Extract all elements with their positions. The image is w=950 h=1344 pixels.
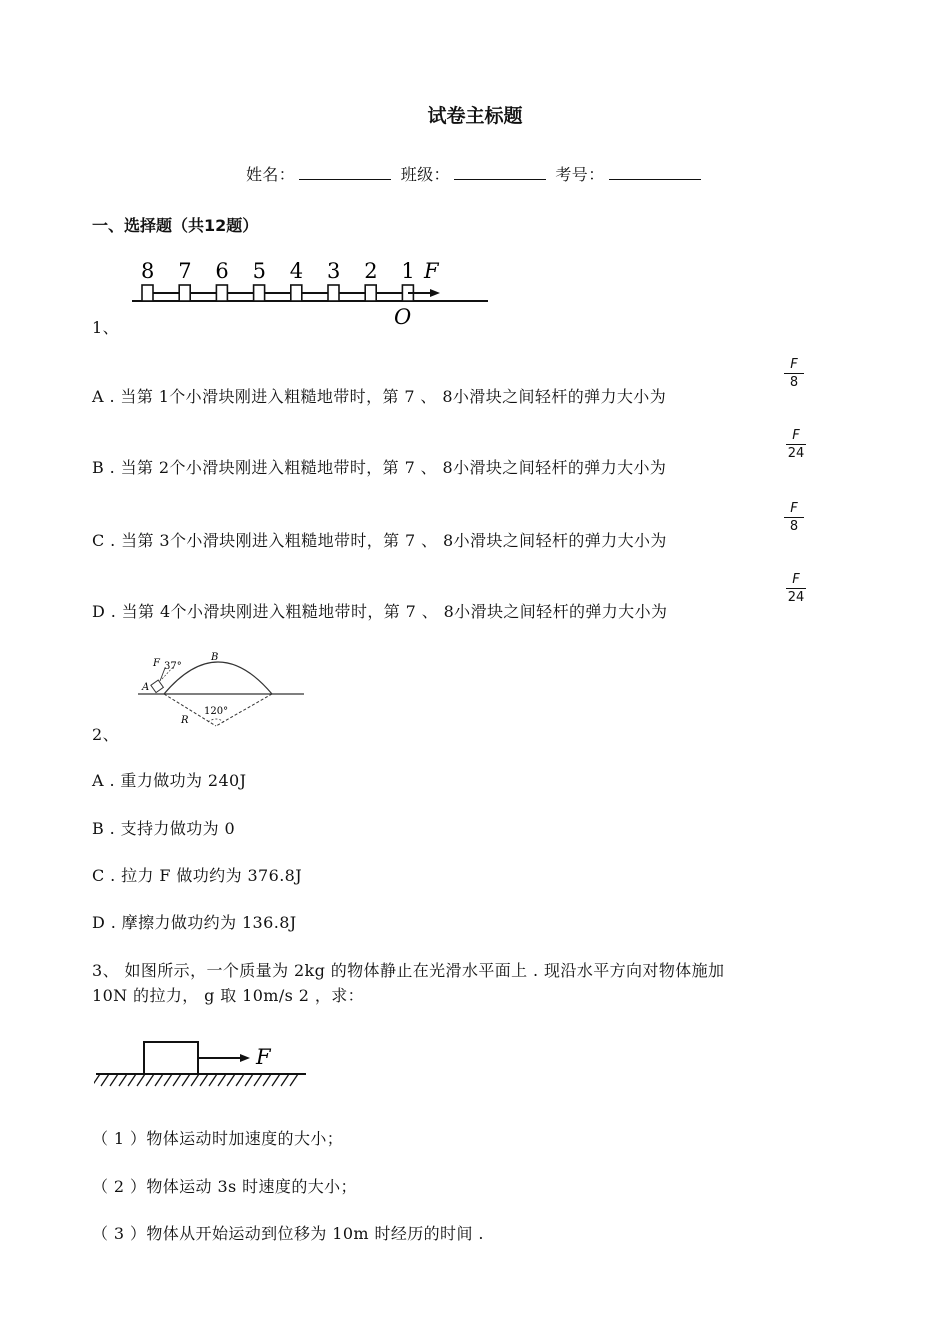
class-label: 班级： — [400, 165, 450, 184]
q2-block — [151, 680, 164, 693]
fraction-numerator: F — [790, 501, 798, 516]
q3-hatch-line — [155, 1074, 163, 1086]
q1-block-label: 5 — [252, 259, 266, 283]
q1-block-label: 7 — [178, 259, 192, 283]
q3-figure — [94, 1038, 310, 1090]
q1-block-label: 2 — [364, 259, 378, 283]
q3-hatch-line — [209, 1074, 217, 1086]
q3-hatch-line — [110, 1074, 118, 1086]
fraction-numerator: F — [792, 428, 800, 443]
q3-hatch-line — [137, 1074, 145, 1086]
q1-option-d-text: D . 当第 4个小滑块刚进入粗糙地带时，第 7 、 8小滑块之间轻杆的弹力大小为 — [92, 602, 668, 621]
fraction-numerator: F — [792, 572, 800, 587]
q3-hatch-line — [236, 1074, 244, 1086]
q2-label-a: A — [142, 682, 150, 693]
q2-figure — [138, 650, 308, 732]
q3-subquestion-3: （ 3 ）物体从开始运动到位移为 10m 时经历的时间 . — [92, 1224, 484, 1243]
name-blank[interactable] — [299, 163, 391, 180]
q3-hatch-line — [146, 1074, 154, 1086]
q3-ground-hatch — [94, 1074, 298, 1086]
q3-hatch-line — [263, 1074, 271, 1086]
q3-hatch-line — [173, 1074, 181, 1086]
name-label: 姓名： — [246, 165, 296, 184]
q2-option-d[interactable]: D . 摩擦力做功约为 136.8J — [92, 913, 297, 932]
q3-stem-line2: 10N 的拉力， g 取 10m/s 2 ，求： — [92, 986, 365, 1005]
fraction-denominator: 24 — [787, 446, 805, 461]
q1-block-label: 1 — [401, 259, 415, 283]
q3-hatch-line — [254, 1074, 262, 1086]
q2-label-center-angle: 120° — [204, 706, 229, 717]
q1-figure — [130, 256, 492, 330]
q1-slider-block — [216, 285, 227, 301]
fraction-denominator: 8 — [789, 519, 799, 534]
q1-block-label: 4 — [289, 259, 304, 283]
q1-option-b-fraction — [785, 428, 807, 461]
q3-stem-line1: 3、 如图所示，一个质量为 2kg 的物体静止在光滑水平面上 . 现沿水平方向对物体施加 — [92, 961, 725, 980]
q1-origin-label: O — [394, 305, 412, 329]
q2-number: 2、 — [92, 725, 119, 744]
q1-block-label: 6 — [215, 259, 229, 283]
fraction-denominator: 8 — [789, 375, 799, 390]
fraction-numerator: F — [790, 357, 798, 372]
q1-number: 1、 — [92, 318, 119, 337]
q3-hatch-line — [182, 1074, 190, 1086]
q3-block — [144, 1042, 198, 1074]
q3-hatch-line — [191, 1074, 199, 1086]
q1-slider-block — [254, 285, 265, 301]
q2-center-angle-arc — [208, 719, 224, 722]
q3-hatch-line — [227, 1074, 235, 1086]
q3-hatch-line — [128, 1074, 136, 1086]
q3-hatch-line — [119, 1074, 127, 1086]
q1-slider-block — [291, 285, 302, 301]
q1-block-label: 8 — [141, 259, 155, 283]
q3-force-label: F — [256, 1045, 271, 1069]
q1-option-b-text: B . 当第 2个小滑块刚进入粗糙地带时，第 7 、 8小滑块之间轻杆的弹力大小为 — [92, 458, 667, 477]
q2-label-r: R — [181, 715, 189, 726]
q1-slider-block — [179, 285, 190, 301]
q1-block-label: 3 — [327, 259, 341, 283]
q3-hatch-line — [164, 1074, 172, 1086]
q3-subquestion-1: （ 1 ）物体运动时加速度的大小； — [92, 1129, 344, 1148]
section-title: 一、选择题（共12题） — [92, 216, 259, 235]
page-title: 试卷主标题 — [427, 105, 523, 127]
q1-option-c-text: C . 当第 3个小滑块刚进入粗糙地带时，第 7 、 8小滑块之间轻杆的弹力大小为 — [92, 531, 667, 550]
q1-force-arrowhead — [430, 289, 440, 297]
q2-label-f: F — [153, 658, 160, 669]
q3-hatch-line — [200, 1074, 208, 1086]
exam-no-label: 考号： — [555, 165, 605, 184]
student-info-line — [246, 162, 705, 185]
q3-force-arrowhead — [240, 1054, 250, 1062]
q3-hatch-line — [281, 1074, 289, 1086]
q1-slider-block — [365, 285, 376, 301]
q3-hatch-line — [245, 1074, 253, 1086]
q1-option-c-fraction — [783, 501, 805, 534]
q1-option-a-fraction — [783, 357, 805, 390]
q3-hatch-line — [101, 1074, 109, 1086]
q1-slider-block — [328, 285, 339, 301]
class-blank[interactable] — [454, 163, 546, 180]
q3-hatch-line — [218, 1074, 226, 1086]
q2-option-a[interactable]: A . 重力做功为 240J — [92, 771, 247, 790]
q2-option-b[interactable]: B . 支持力做功为 0 — [92, 819, 236, 838]
q1-option-d-fraction — [785, 572, 807, 605]
q2-label-angle: 37° — [164, 661, 182, 672]
q1-slider-block — [142, 285, 153, 301]
q1-option-a-text: A . 当第 1个小滑块刚进入粗糙地带时，第 7 、 8小滑块之间轻杆的弹力大小为 — [92, 387, 667, 406]
fraction-denominator: 24 — [787, 590, 805, 605]
q3-hatch-line — [290, 1074, 298, 1086]
q2-option-c[interactable]: C . 拉力 F 做功约为 376.8J — [92, 866, 303, 885]
q3-hatch-line — [272, 1074, 280, 1086]
exam-no-blank[interactable] — [609, 163, 701, 180]
q1-force-label: F — [424, 259, 439, 283]
q3-hatch-line — [94, 1074, 100, 1086]
q3-subquestion-2: （ 2 ）物体运动 3s 时速度的大小； — [92, 1177, 357, 1196]
q2-label-b: B — [211, 652, 219, 663]
